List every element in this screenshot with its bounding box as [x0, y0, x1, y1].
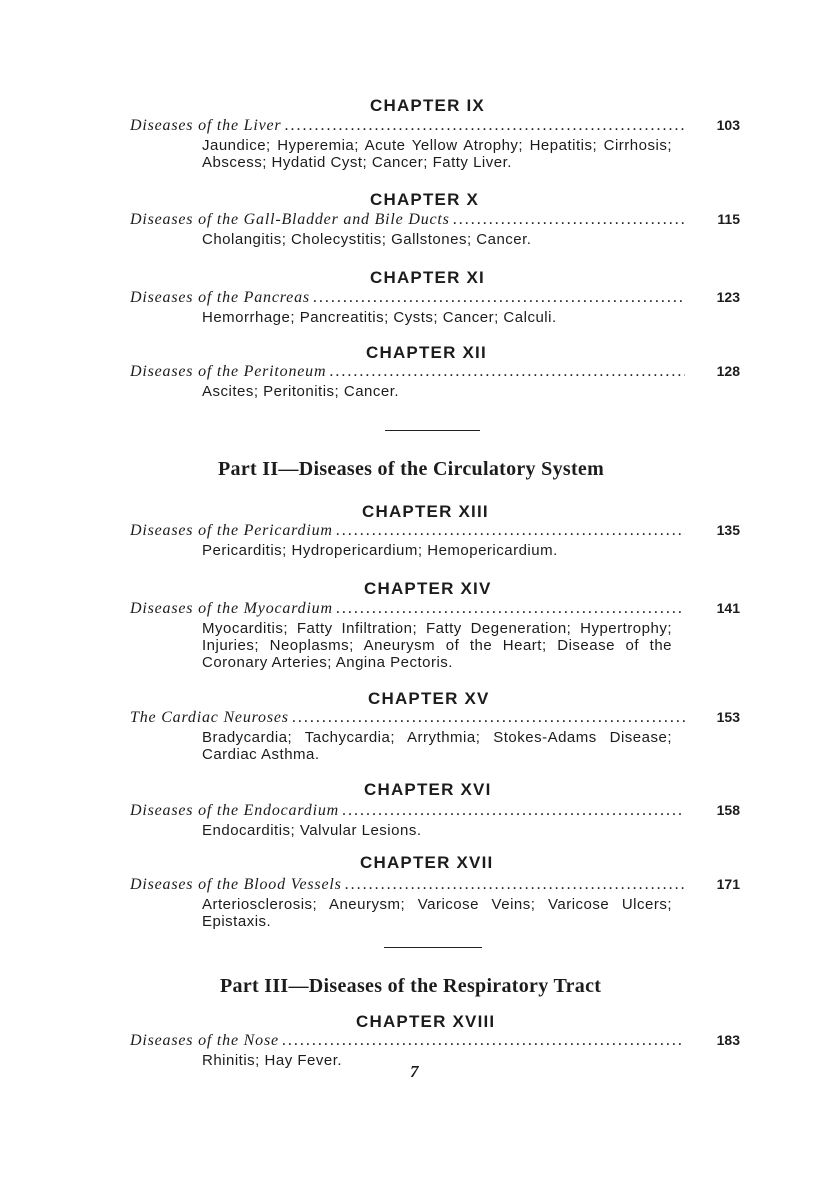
chapter-heading: CHAPTER XIII [362, 502, 489, 521]
entry-title: Diseases of the Blood Vessels . . . [130, 876, 685, 894]
chapter-topics: Jaundice; Hyperemia; Acute Yellow Atrophy; Hepatitis; Cirrhosis; Abscess; Hydatid Cyst; Cancer; Fatty Liver. [202, 137, 672, 171]
toc-entry [130, 600, 740, 622]
toc-entry [130, 522, 740, 544]
entry-page-number: 128 [716, 363, 740, 379]
chapter-heading: CHAPTER XIV [364, 579, 492, 598]
section-divider [384, 947, 482, 948]
toc-entry [130, 709, 740, 731]
entry-title: Diseases of the Pancreas . . . [130, 289, 685, 307]
chapter-heading: CHAPTER XVIII [356, 1012, 496, 1031]
entry-page-number: 115 [717, 211, 740, 227]
chapter-heading: CHAPTER XII [366, 343, 487, 362]
part-heading: Part II—Diseases of the Circulatory System [218, 458, 605, 480]
chapter-topics: Hemorrhage; Pancreatitis; Cysts; Cancer; Calculi. [202, 309, 557, 326]
section-divider [385, 430, 480, 431]
chapter-topics: Pericarditis; Hydropericardium; Hemopericardium. [202, 542, 558, 559]
entry-title: Diseases of the Peritoneum . . . [130, 363, 685, 381]
toc-entry [130, 117, 740, 139]
chapter-topics: Bradycardia; Tachycardia; Arrythmia; Stokes-Adams Disease; Cardiac Asthma. [202, 729, 672, 763]
chapter-heading: CHAPTER IX [370, 96, 485, 115]
toc-entry [130, 1032, 740, 1054]
chapter-heading: CHAPTER XV [368, 689, 490, 708]
chapter-topics: Rhinitis; Hay Fever. [202, 1052, 343, 1069]
chapter-heading: CHAPTER XVII [360, 853, 494, 872]
entry-title: Diseases of the Liver . . . [130, 117, 685, 135]
chapter-topics: Ascites; Peritonitis; Cancer. [202, 383, 400, 400]
entry-page-number: 123 [716, 289, 740, 305]
entry-title: The Cardiac Neuroses . . . [130, 709, 685, 727]
entry-page-number: 183 [716, 1032, 740, 1048]
page-number: 7 [410, 1062, 419, 1081]
entry-title: Diseases of the Pericardium . . . [130, 522, 685, 540]
chapter-heading: CHAPTER X [370, 190, 480, 209]
entry-title: Diseases of the Nose . . . [130, 1032, 685, 1050]
chapter-heading: CHAPTER XI [370, 268, 485, 287]
entry-title: Diseases of the Myocardium . . . [130, 600, 685, 618]
entry-page-number: 135 [716, 522, 740, 538]
entry-page-number: 141 [716, 600, 740, 616]
toc-entry [130, 802, 740, 824]
entry-page-number: 158 [716, 802, 740, 818]
part-heading: Part III—Diseases of the Respiratory Tract [220, 975, 602, 997]
toc-entry [130, 289, 740, 311]
entry-page-number: 153 [716, 709, 740, 725]
entry-title: Diseases of the Endocardium . . . [130, 802, 685, 820]
chapter-topics: Cholangitis; Cholecystitis; Gallstones; Cancer. [202, 231, 532, 248]
chapter-topics: Myocarditis; Fatty Infiltration; Fatty Degeneration; Hypertrophy; Injuries; Neoplasms; Aneurysm of the Heart; Disease of the Coronary Arteries; Angina Pectoris. [202, 620, 672, 671]
toc-entry [130, 876, 740, 898]
chapter-topics: Endocarditis; Valvular Lesions. [202, 822, 422, 839]
entry-page-number: 171 [716, 876, 740, 892]
toc-entry [130, 363, 740, 385]
chapter-topics: Arteriosclerosis; Aneurysm; Varicose Veins; Varicose Ulcers; Epistaxis. [202, 896, 672, 930]
entry-page-number: 103 [716, 117, 740, 133]
entry-title: Diseases of the Gall-Bladder and Bile Ducts . . . [130, 211, 685, 229]
chapter-heading: CHAPTER XVI [364, 780, 492, 799]
toc-entry [130, 211, 740, 233]
